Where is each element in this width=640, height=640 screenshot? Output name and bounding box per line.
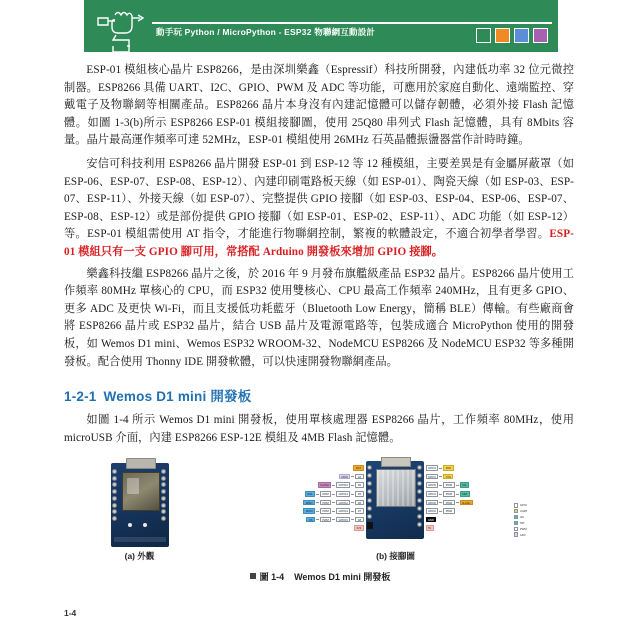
pin (112, 489, 117, 494)
swatch-blue (514, 28, 529, 43)
legend-label: PWM (519, 526, 527, 531)
pinout-lane-right-7 (426, 525, 434, 531)
pin (417, 465, 422, 470)
pin (161, 469, 166, 474)
pin-label-flash: FLASH (460, 500, 473, 506)
pin-label-sda: SDA (460, 491, 470, 497)
figure-caption-number: 圖 1-4 (259, 572, 285, 582)
pin (161, 496, 166, 501)
reset-button (367, 522, 373, 529)
board-silkscreen (114, 537, 166, 542)
figure-a-caption: (a) 外觀 (124, 551, 155, 561)
pinout-lane-left-0 (353, 465, 363, 471)
pinout-connector (332, 485, 335, 486)
pinout-connector (316, 494, 319, 495)
pin (367, 481, 372, 486)
pinout-connector (456, 485, 459, 486)
pin (161, 476, 166, 481)
pin (367, 498, 372, 503)
pinout-connector (439, 468, 442, 469)
pinout-connector (351, 511, 354, 512)
pin-label-3v3: 3V3 (354, 525, 363, 531)
pinout-connector (316, 519, 319, 520)
pin-label-gpio4: GPIO4 (426, 491, 439, 497)
pin (112, 469, 117, 474)
header-title: 動手玩 Python / MicroPython - ESP32 物聯網互動設計 (156, 27, 376, 37)
pinout-esp12e-module (376, 469, 416, 507)
pinout-connector (316, 502, 319, 503)
paragraph-esp-module-variants (64, 156, 574, 262)
pinout-connector (332, 494, 335, 495)
pin-label-d7: D7 (355, 508, 363, 514)
pin-label-5v: 5V (426, 525, 434, 531)
left-pin-header (112, 469, 119, 521)
pin-label-pwm: PWM (320, 517, 331, 523)
paragraph-2-red-emphasis: ESP-01 模組只有一支 GPIO 腳可用，常搭配 Arduino 開發板來增加 GPIO 接腳。 (64, 228, 574, 258)
pinout-connector (439, 494, 442, 495)
legend-item-i2c (514, 515, 528, 520)
pin-label-scl: SCL (460, 482, 470, 488)
pinout-lane-left-5 (303, 508, 363, 514)
legend-label: SPI (519, 520, 525, 525)
pinout-connector (439, 485, 442, 486)
pin (161, 516, 166, 521)
pinout-lane-left-7 (354, 525, 363, 531)
pin-label-sck: SCK (305, 491, 315, 497)
pin-label-rst: RST (353, 465, 363, 471)
pinout-connector (332, 511, 335, 512)
pin-label-flash: FLASH (318, 482, 331, 488)
pin-label-pwm: PWM (320, 491, 331, 497)
pin-label-gpio3: GPIO3 (426, 465, 439, 471)
legend-label: ADC (519, 532, 526, 537)
pinout-connector (351, 476, 354, 477)
pin-label-adc0: ADC0 (339, 474, 351, 480)
pinout-lane-left-3 (305, 491, 364, 497)
pin-label-a0: A0 (355, 474, 363, 480)
paragraph-esp32-intro: 樂鑫科技繼 ESP8266 晶片之後，於 2016 年 9 月發布旗艦級產品 ESP32 晶片。ESP8266 晶片使用工作頻率 80MHz 單核心的 CPU，而 ESP32 使用雙核心、CPU 最高工作頻率 240MHz，且有更多 GPIO、更多 ADC 及更快 Wi-Fi，而且支援低功耗藍牙（Bluetooth Low Energy，簡稱 BLE）傳輸。有些廠商會將 ESP8266 晶片或 ESP32 晶片，結合 USB 晶片及電源電路等，包裝成適合 MicroPython 使用的開發板，如 Wemos D1 mini、Wemos ESP32 WROOM-32、NodeMCU ESP8266 及 NodeMCU ESP32 等多種開發板。配合使用 Thonny IDE 開發軟體，可以快速開發物聯網產品。 (64, 267, 574, 368)
legend-item-spi (514, 521, 528, 526)
pinout-connector (332, 519, 335, 520)
pinout-lane-right-2 (426, 482, 470, 488)
pin-label-gnd: GND (426, 517, 437, 523)
wemos-board-photo (111, 463, 169, 547)
pin (367, 514, 372, 519)
pin (112, 516, 117, 521)
legend-item-uart (514, 509, 528, 514)
pin-label-d6: D6 (355, 500, 363, 506)
pinout-connector (439, 511, 442, 512)
pinout-connector (439, 502, 442, 503)
pinout-lane-left-4 (303, 499, 363, 505)
pinout-right-header (417, 465, 423, 527)
pin (417, 489, 422, 494)
pin-label-mosi: MOSI (303, 508, 314, 514)
pinout-lane-right-1 (426, 474, 454, 480)
pinout-left-header (367, 465, 373, 527)
right-pin-header (161, 469, 168, 521)
pinout-connector (456, 494, 459, 495)
pin-label-gpio14: GPIO14 (336, 491, 350, 497)
pinout-board-body (366, 461, 424, 539)
section-title: Wemos D1 mini 開發板 (103, 389, 252, 405)
swatch-purple (533, 28, 548, 43)
legend-item-adc (514, 532, 528, 537)
pin (367, 465, 372, 470)
legend-label: GPIO (519, 503, 527, 508)
pin-label-rxd: RXD (443, 465, 453, 471)
pin-label-gpio13: GPIO13 (336, 508, 350, 514)
page-number: 1-4 (64, 608, 77, 618)
legend-label: UART (519, 509, 528, 514)
pin-label-gpio0: GPIO0 (426, 500, 439, 506)
legend-swatch (514, 527, 519, 532)
pin-label-pwm: PWM (320, 508, 331, 514)
pinout-connector (351, 502, 354, 503)
pinout-lane-left-6 (306, 517, 363, 523)
pinout-usb-connector (381, 457, 411, 467)
swatch-orange (495, 28, 510, 43)
pin-label-d0: D0 (355, 482, 363, 488)
pin (112, 503, 117, 508)
legend-swatch (514, 509, 519, 514)
paragraph-wemos-d1-mini: 如圖 1-4 所示 Wemos D1 mini 開發板，使用單核處理器 ESP8266 晶片，工作頻率 80MHz，使用 microUSB 介面，內建 ESP8266 ESP-12E 模組及 4MB Flash 記憶體。 (64, 414, 574, 444)
pin-label-d8: D8 (355, 517, 363, 523)
wemos-pinout-diagram (262, 459, 530, 547)
pin (417, 498, 422, 503)
pin (161, 509, 166, 514)
figure-1-4-caption (0, 570, 640, 583)
pinout-connector (456, 502, 459, 503)
pin (161, 482, 166, 487)
page-content (64, 62, 574, 453)
legend-item-gpio (514, 503, 528, 508)
pin-label-d5: D5 (355, 491, 363, 497)
pinout-lane-right-3 (426, 491, 470, 497)
paragraph-esp01-overview: ESP-01 模組核心晶片 ESP8266，是由深圳樂鑫（Espressif）科技所開發，內建低功率 32 位元微控制器。ESP8266 具備 UART、I2C、GPIO、PWM 及 ADC 等功能，可應用於家庭自動化、遠端監控、穿戴電子及物聯網等相關產品。ESP8266 晶片本身沒有內建記憶體可以儲存韌體，必須外接 Flash 記憶體。如圖 1-3(b)所示 ESP8266 ESP-01 模組接腳圖，使用 25Q80 串列式 Flash 記憶體，具有 8Mbits 容量。晶片最高運作頻率可達 52MHz，ESP-01 模組使用 26MHz 石英晶體振盪器當作計時時鐘。 (64, 64, 574, 147)
status-led (128, 523, 132, 527)
pinout-lane-left-2 (318, 482, 364, 488)
pin (367, 506, 372, 511)
pin-label-gpio5: GPIO5 (426, 482, 439, 488)
pinout-lane-right-4 (426, 499, 473, 505)
pinout-connector (439, 476, 442, 477)
pinout-connector (351, 519, 354, 520)
pin (161, 503, 166, 508)
pin (112, 476, 117, 481)
pin (367, 489, 372, 494)
esp8266-metal-shield (122, 472, 160, 511)
figure-row-1-4 (64, 452, 576, 562)
pin (417, 506, 422, 511)
pinout-connector (316, 511, 319, 512)
legend-swatch (514, 515, 519, 520)
header-divider-rule (152, 22, 552, 24)
legend-swatch (514, 503, 519, 508)
section-heading-1-2-1 (64, 385, 574, 405)
pin (161, 489, 166, 494)
pinout-legend (514, 503, 528, 537)
pin-label-cs: CS (306, 517, 315, 523)
section-number: 1-2-1 (64, 389, 97, 405)
paragraph-2-normal-text: 安信可科技利用 ESP8266 晶片開發 ESP-01 到 ESP-12 等 12 種模組，主要差異是有金屬屏蔽罩（如 ESP-06、ESP-07、ESP-08、ESP-12）、內建印刷電路板天線（如 ESP-01）、陶瓷天線（如 ESP-03、ESP-07、ESP-11）、外接天線（如 ESP-07）、完整提供 GPIO 接腳（如 ESP-03、ESP-04、ESP-06、ESP-07、ESP-08、ESP-12）或是部份提供 GPIO 接腳（如 ESP-01、ESP-02、ESP-11）、ADC 功能（如 ESP-12）等。ESP-01 模組需使用 AT 指令，才能進行物聯網控制，繁複的軟體設定，不適合初學者學習。 (64, 157, 574, 241)
hand-fist-icon (94, 6, 146, 52)
pin-label-gpio16: GPIO16 (336, 482, 350, 488)
pin-label-pwm: PWM (443, 482, 454, 488)
pin-label-gpio12: GPIO12 (336, 500, 350, 506)
figure-a-appearance (111, 463, 169, 562)
status-led (143, 523, 147, 527)
pinout-lane-right-0 (426, 465, 454, 471)
pinout-connector (351, 494, 354, 495)
pinout-lane-left-1 (339, 474, 364, 480)
pin (367, 473, 372, 478)
pin (112, 496, 117, 501)
pin-label-pwm: PWM (443, 500, 454, 506)
legend-item-pwm (514, 527, 528, 532)
page-header-banner (84, 0, 558, 52)
pin-label-pwm: PWM (320, 500, 331, 506)
swatch-green (476, 28, 491, 43)
pin (417, 481, 422, 486)
pinout-connector (351, 485, 354, 486)
pin-label-pwm: PWM (443, 508, 454, 514)
pin (112, 509, 117, 514)
pinout-connector (332, 502, 335, 503)
microusb-connector (126, 458, 156, 469)
caption-bullet-icon (250, 573, 256, 579)
legend-swatch (514, 521, 519, 526)
pin (417, 522, 422, 527)
figure-caption-title: Wemos D1 mini 開發板 (294, 572, 391, 582)
pin-label-gpio2: GPIO2 (426, 508, 439, 514)
pin-label-gpio15: GPIO15 (336, 517, 350, 523)
pinout-lane-right-5 (426, 508, 455, 514)
pin (417, 473, 422, 478)
pin-label-miso: MISO (303, 500, 314, 506)
pin (112, 482, 117, 487)
header-color-swatches (476, 28, 548, 43)
pin (417, 514, 422, 519)
figure-b-caption: (b) 接腳圖 (376, 551, 415, 561)
pin-label-gpio1: GPIO1 (426, 474, 439, 480)
pin-label-pwm: PWM (443, 491, 454, 497)
legend-label: I2C (519, 515, 525, 520)
pin-label-txd: TXD (443, 474, 453, 480)
pinout-lane-right-6 (426, 517, 437, 523)
legend-swatch (514, 532, 519, 537)
figure-b-pinout (262, 459, 530, 562)
